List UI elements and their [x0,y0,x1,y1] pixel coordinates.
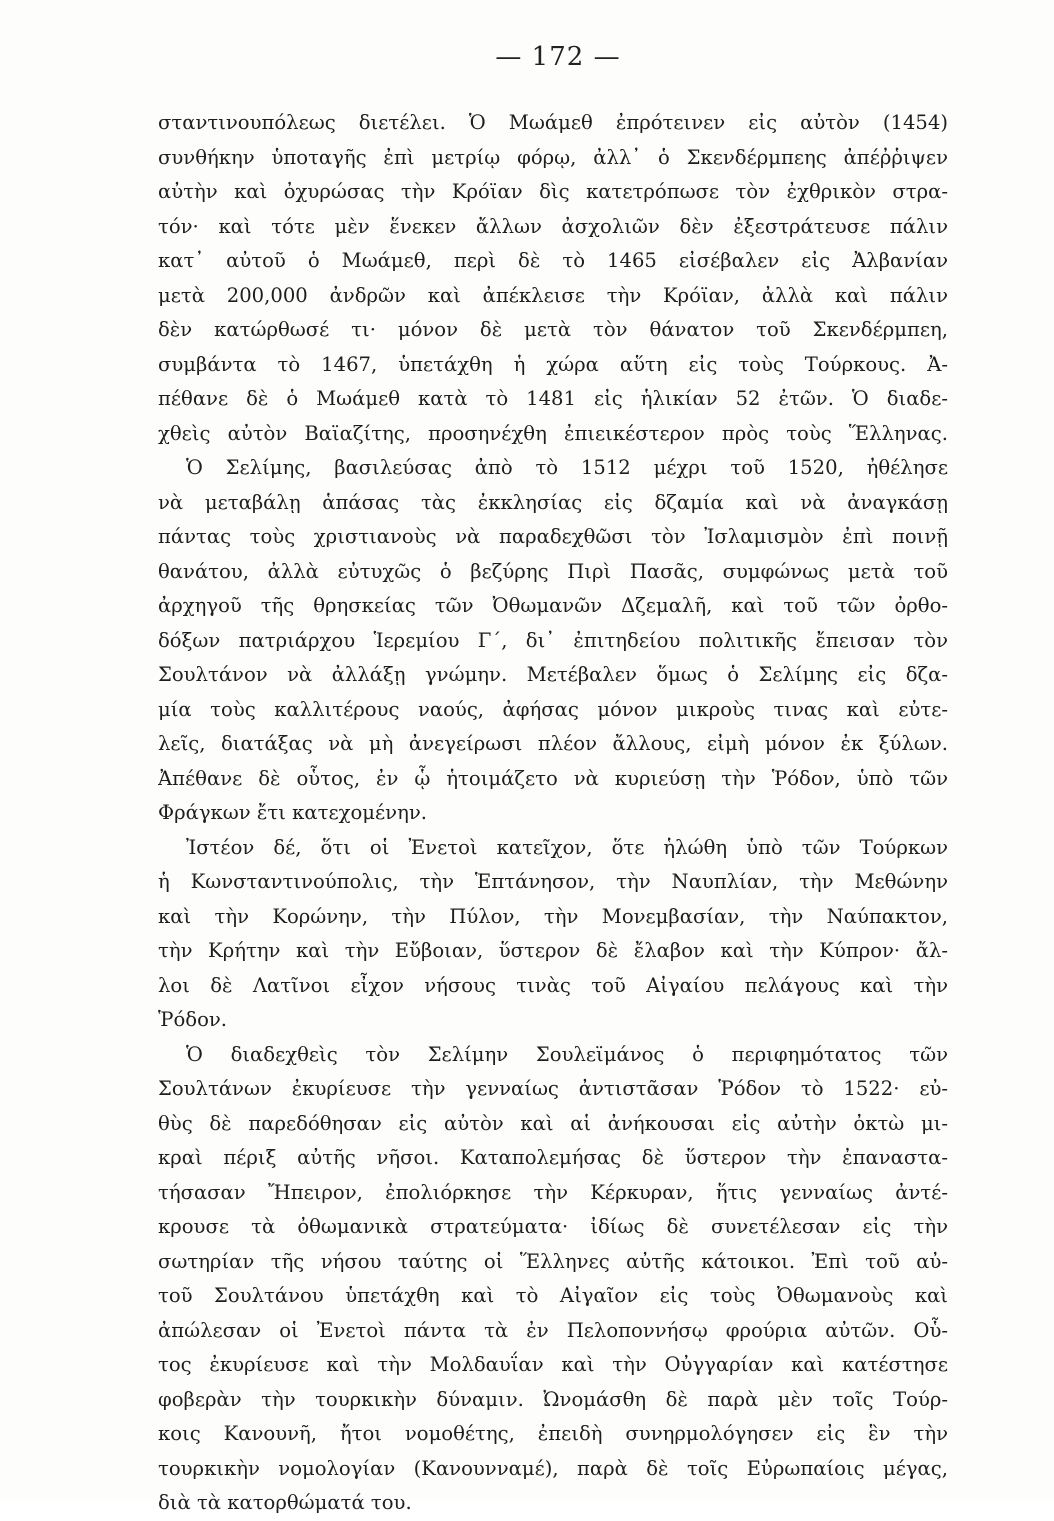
text-line: διὰ τὰ κατορθώματά του. [158,1491,412,1514]
text-line: πέθανε δὲ ὁ Μωάμεθ κατὰ τὸ 1481 εἰς ἡλικίαν 52 ἐτῶν. Ὁ διαδε- [158,387,948,410]
text-line: Ἀπέθανε δὲ οὗτος, ἐν ᾧ ἡτοιμάζετο νὰ κυριεύσῃ τὴν Ῥόδον, ὑπὸ τῶν [158,766,948,790]
text-line: Σουλτάνον νὰ ἀλλάξῃ γνώμην. Μετέβαλεν ὅμως ὁ Σελίμης εἰς δζα- [158,663,948,686]
text-line: σωτηρίαν τῆς νήσου ταύτης οἱ Ἕλληνες αὐτῆς κάτοικοι. Ἐπὶ τοῦ αὐ- [158,1249,948,1273]
text-line: τος ἐκυρίευσε καὶ τὴν Μολδαυΐαν καὶ τὴν Οὐγγαρίαν καὶ κατέστησε [158,1353,948,1376]
text-line: συνθήκην ὑποταγῆς ἐπὶ μετρίῳ φόρῳ, ἀλλ᾽ ὁ Σκενδέρμπεης ἀπέῤῥιψεν [158,145,948,169]
text-line: μετὰ 200,000 ἀνδρῶν καὶ ἀπέκλεισε τὴν Κρόϊαν, ἀλλὰ καὶ πάλιν [158,283,948,307]
text-line: κοις Κανουνῆ, ἤτοι νομοθέτης, ἐπειδὴ συνηρμολόγησεν εἰς ἓν τὴν [158,1422,948,1445]
text-line: τόν· καὶ τότε μὲν ἕνεκεν ἄλλων ἀσχολιῶν δὲν ἐξεστράτευσε πάλιν [158,214,948,238]
text-line: ἀπώλεσαν οἱ Ἐνετοὶ πάντα τὰ ἐν Πελοποννήσῳ φρούρια αὐτῶν. Οὗ- [158,1318,948,1342]
text-line: κατ᾽ αὐτοῦ ὁ Μωάμεθ, περὶ δὲ τὸ 1465 εἰσέβαλεν εἰς Ἀλβανίαν [158,249,948,272]
text-line: Σουλτάνων ἐκυρίευσε τὴν γενναίως ἀντιστᾶσαν Ῥόδον τὸ 1522· εὐ- [158,1077,948,1100]
text-line: Φράγκων ἔτι κατεχομένην. [158,801,427,824]
text-line: καὶ τὴν Κορώνην, τὴν Πύλον, τὴν Μονεμβασίαν, τὴν Ναύπακτον, [158,904,948,928]
text-line: Ῥόδον. [158,1008,228,1031]
text-line: μία τοὺς καλλιτέρους ναούς, ἀφήσας μόνον μικροὺς τινας καὶ εὐτε- [158,697,948,721]
text-line: θανάτου, ἀλλὰ εὐτυχῶς ὁ βεζύρης Πιρὶ Πασᾶς, συμφώνως μετὰ τοῦ [158,559,948,583]
text-line: τήσασαν Ἤπειρον, ἐπολιόρκησε τὴν Κέρκυραν, ἥτις γενναίως ἀντέ- [158,1180,948,1204]
text-line: τὴν Κρήτην καὶ τὴν Εὔβοιαν, ὕστερον δὲ ἔλαβον καὶ τὴν Κύπρον· ἄλ- [158,939,948,962]
text-line: δόξων πατριάρχου Ἱερεμίου Γ΄, δι᾽ ἐπιτηδείου πολιτικῆς ἔπεισαν τὸν [158,628,948,652]
text-line: Ἰστέον δέ, ὅτι οἱ Ἐνετοὶ κατεῖχον, ὅτε ἡλώθη ὑπὸ τῶν Τούρκων [186,835,948,859]
text-line: σταντινουπόλεως διετέλει. Ὁ Μωάμεθ ἐπρότεινεν εἰς αὐτὸν (1454) [158,111,948,134]
text-line: πάντας τοὺς χριστιανοὺς νὰ παραδεχθῶσι τὸν Ἰσλαμισμὸν ἐπὶ ποινῇ [158,525,948,548]
text-line: δὲν κατώρθωσέ τι· μόνον δὲ μετὰ τὸν θάνατον τοῦ Σκενδέρμπεη, [158,318,948,341]
text-line: Ὁ Σελίμης, βασιλεύσας ἀπὸ τὸ 1512 μέχρι τοῦ 1520, ἠθέλησε [186,456,948,479]
body-text [158,106,948,1521]
text-line: λοι δὲ Λατῖνοι εἶχον νήσους τινὰς τοῦ Αἰγαίου πελάγους καὶ τὴν [158,973,948,997]
text-line: φοβερὰν τὴν τουρκικὴν δύναμιν. Ὠνομάσθη δὲ παρὰ μὲν τοῖς Τούρ- [158,1387,948,1411]
text-line: τοῦ Σουλτάνου ὑπετάχθη καὶ τὸ Αἰγαῖον εἰς τοὺς Ὀθωμανοὺς καὶ [158,1284,948,1307]
page-number: — 172 — [495,42,621,72]
text-line: θὺς δὲ παρεδόθησαν εἰς αὐτὸν καὶ αἱ ἀνήκουσαι εἰς αὐτὴν ὀκτὼ μι- [158,1111,948,1135]
text-line: χθεὶς αὐτὸν Βαϊαζίτης, προσηνέχθη ἐπιεικέστερον πρὸς τοὺς Ἕλληνας. [158,421,948,445]
text-line: ἡ Κωνσταντινούπολις, τὴν Ἑπτάνησον, τὴν Ναυπλίαν, τὴν Μεθώνην [158,870,948,893]
text-line: λεῖς, διατάξας νὰ μὴ ἀνεγείρωσι πλέον ἄλλους, εἰμὴ μόνον ἐκ ξύλων. [158,732,948,755]
text-line: κρουσε τὰ ὀθωμανικὰ στρατεύματα· ἰδίως δὲ συνετέλεσαν εἰς τὴν [158,1215,948,1238]
text-line: Ὁ διαδεχθεὶς τὸν Σελίμην Σουλεϊμάνος ὁ περιφημότατος τῶν [186,1042,948,1066]
text-line: συμβάντα τὸ 1467, ὑπετάχθη ἡ χώρα αὕτη εἰς τοὺς Τούρκους. Ἀ- [158,352,948,376]
text-line: κραὶ πέριξ αὐτῆς νῆσοι. Καταπολεμήσας δὲ ὕστερον τὴν ἐπαναστα- [158,1146,948,1169]
text-line: αὐτὴν καὶ ὀχυρώσας τὴν Κρόϊαν δὶς κατετρόπωσε τὸν ἐχθρικὸν στρα- [158,180,948,203]
text-line: νὰ μεταβάλῃ ἁπάσας τὰς ἐκκλησίας εἰς δζαμία καὶ νὰ ἀναγκάσῃ [158,490,948,514]
text-line: ἀρχηγοῦ τῆς θρησκείας τῶν Ὀθωμανῶν Δζεμαλῆ, καὶ τοῦ τῶν ὀρθο- [158,594,948,617]
text-line: τουρκικὴν νομολογίαν (Κανουνναμέ), παρὰ δὲ τοῖς Εὐρωπαίοις μέγας, [158,1456,948,1480]
